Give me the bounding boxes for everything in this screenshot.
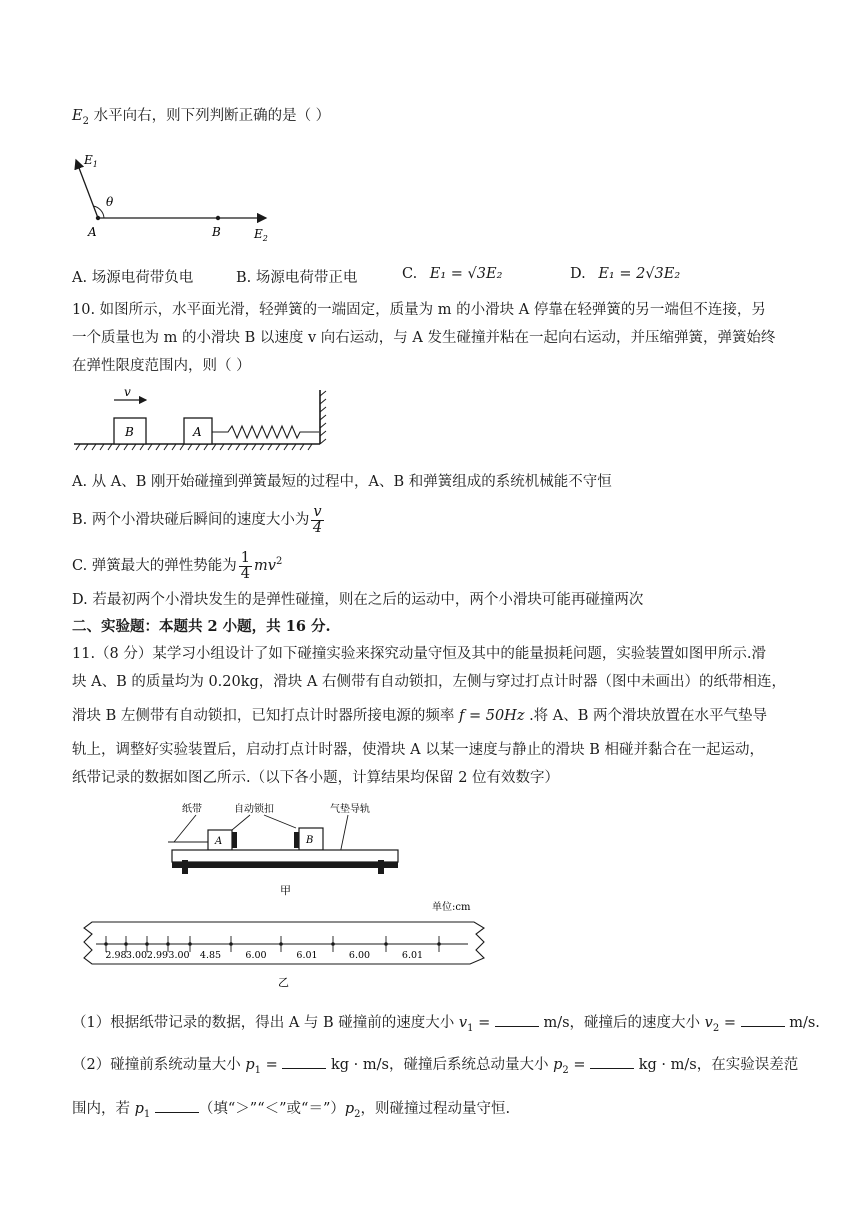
label-v: v <box>124 385 131 399</box>
block-a-label: A <box>193 425 202 439</box>
q9-option-b: B. 场源电荷带正电 <box>236 270 358 286</box>
q11-part1: （1）根据纸带记录的数据，得出 A 与 B 碰撞前的速度大小 $v_1 = m/s$，碰撞后的速度大小 $v_2 = m/s$. <box>72 1012 820 1039</box>
tape-dot <box>229 942 233 946</box>
ground-hatch <box>76 444 312 450</box>
tape-segment-label: 2.98 <box>105 950 127 961</box>
figure-jia-air-track <box>168 798 408 898</box>
q10-stem-line3: 在弹性限度范围内，则（ ） <box>72 358 251 374</box>
tape-dot <box>279 942 283 946</box>
q10-stem-line2: 一个质量也为 m 的小滑块 B 以速度 v 向右运动，与 A 发生碰撞并粘在一起向右运动，并压缩弹簧，弹簧始终 <box>72 330 776 346</box>
label-a: A <box>88 225 97 239</box>
q11-stem-line5: 纸带记录的数据如图乙所示.（以下各小题，计算结果均保留 2 位有效数字） <box>72 770 560 786</box>
answer-blank-p1[interactable] <box>282 1054 326 1069</box>
tape-segment-label: 6.01 <box>401 950 424 961</box>
q11-stem-line2: 块 A、B 的质量均为 0.20kg，滑块 A 右侧带有自动锁扣，左侧与穿过打点计时器（图中未画出）的纸带相连， <box>72 674 786 690</box>
tape-segment-label: 3.00 <box>125 950 148 961</box>
answer-blank-compare[interactable] <box>155 1098 199 1113</box>
tape-dot <box>145 942 149 946</box>
q9-option-c: C. E₁ = √3E₂ <box>402 266 503 282</box>
label-e2: $E_2$ <box>254 227 268 243</box>
q11-stem-line1: 11.（8 分）某学习小组设计了如下碰撞实验来探究动量守恒及其中的能量损耗问题，实验装置如图甲所示.滑 <box>72 646 766 662</box>
q10-option-c: C. 弹簧最大的弹性势能为 $\frac{1}{4}$ mv $^2$ <box>72 549 283 582</box>
svg-text:A: A <box>215 836 223 847</box>
tape-segment-label: 3.00 <box>168 950 190 961</box>
tape-segment-label: 4.85 <box>199 950 222 961</box>
svg-text:B: B <box>306 835 314 846</box>
tape-dot <box>104 942 108 946</box>
answer-blank-v1[interactable] <box>495 1012 539 1027</box>
b-fraction: $\frac{v}{4}$ <box>312 503 323 536</box>
label-b: B <box>212 225 221 239</box>
lock-a <box>232 832 237 848</box>
q10-spring-diagram <box>70 384 340 456</box>
track-base <box>172 862 398 868</box>
tape-segment-label: 6.00 <box>348 950 371 961</box>
tape-segment-label: 2.99 <box>146 950 169 961</box>
spring <box>212 426 319 438</box>
section-title: 二、实验题：本题共 2 小题，共 16 分. <box>72 618 331 635</box>
q9-option-d: D. E₁ = 2√3E₂ <box>570 266 681 282</box>
tape-segment-label: 6.00 <box>245 950 267 961</box>
label-theta: θ <box>106 195 114 209</box>
label-lock: 自动锁扣 <box>234 804 274 815</box>
caption-jia: 甲 <box>280 884 291 897</box>
block-b-label: B <box>125 425 134 439</box>
tape-dot <box>437 942 441 946</box>
point-a <box>96 216 100 220</box>
point-b <box>216 216 220 220</box>
c-fraction: $\frac{1}{4}$ <box>240 549 251 582</box>
q10-stem-line1: 10. 如图所示，水平面光滑，轻弹簧的一端固定，质量为 m 的小滑块 A 停靠在轻弹簧的另一端但不连接，另 <box>72 302 766 318</box>
label-unit: 单位:cm <box>432 902 471 913</box>
label-e1: $E_1$ <box>84 153 98 169</box>
tape-dot <box>331 942 335 946</box>
answer-blank-v2[interactable] <box>741 1012 785 1027</box>
label-tape: 纸带 <box>182 804 202 815</box>
q9-option-a: A. 场源电荷带负电 <box>72 270 194 286</box>
caption-yi: 乙 <box>278 976 289 989</box>
tape-dot <box>188 942 192 946</box>
q10-option-d: D. 若最初两个小滑块发生的是弹性碰撞，则在之后的运动中，两个小滑块可能再碰撞两次 <box>72 592 644 608</box>
q11-part2-line1: （2）碰撞前系统动量大小 $p_1$ = kg · m/s，碰撞后系统总动量大小 $p_2$ = kg · m/s，在实验误差范 <box>72 1054 798 1081</box>
q11-part2-line2: 围内，若 $p_1$ （填“＞”“＜”或“$=”)p_2$，则碰撞过程动量守恒. <box>72 1098 510 1125</box>
wall-hatch <box>320 391 326 444</box>
tape-dot <box>124 942 128 946</box>
q11-stem-line3: 滑块 B 左侧带有自动锁扣，已知打点计时器所接电源的频率 f = 50Hz .将 A、B 两个滑块放置在水平气垫导 <box>72 708 768 724</box>
q10-option-a: A. 从 A、B 刚开始碰撞到弹簧最短的过程中，A、B 和弹簧组成的系统机械能不守恒 <box>72 474 612 490</box>
q9-field-diagram <box>66 148 286 248</box>
figure-yi-tape <box>72 898 492 990</box>
answer-blank-p2[interactable] <box>590 1054 634 1069</box>
air-track-rail <box>172 850 398 862</box>
q10-option-b: B. 两个小滑块碰后瞬间的速度大小为 $\frac{v}{4}$ <box>72 503 323 536</box>
tape-dot <box>166 942 170 946</box>
q11-stem-line4: 轨上，调整好实验装置后，启动打点计时器，使滑块 A 以某一速度与静止的滑块 B 相碰并黏合在一起运动， <box>72 742 765 758</box>
label-rail: 气垫导轨 <box>330 804 370 815</box>
tape-dot <box>384 942 388 946</box>
q9-stem: $E_2$ 水平向右，则下列判断正确的是（ ） <box>72 108 331 127</box>
lock-b <box>294 832 299 848</box>
tape-segment-label: 6.01 <box>296 950 318 961</box>
